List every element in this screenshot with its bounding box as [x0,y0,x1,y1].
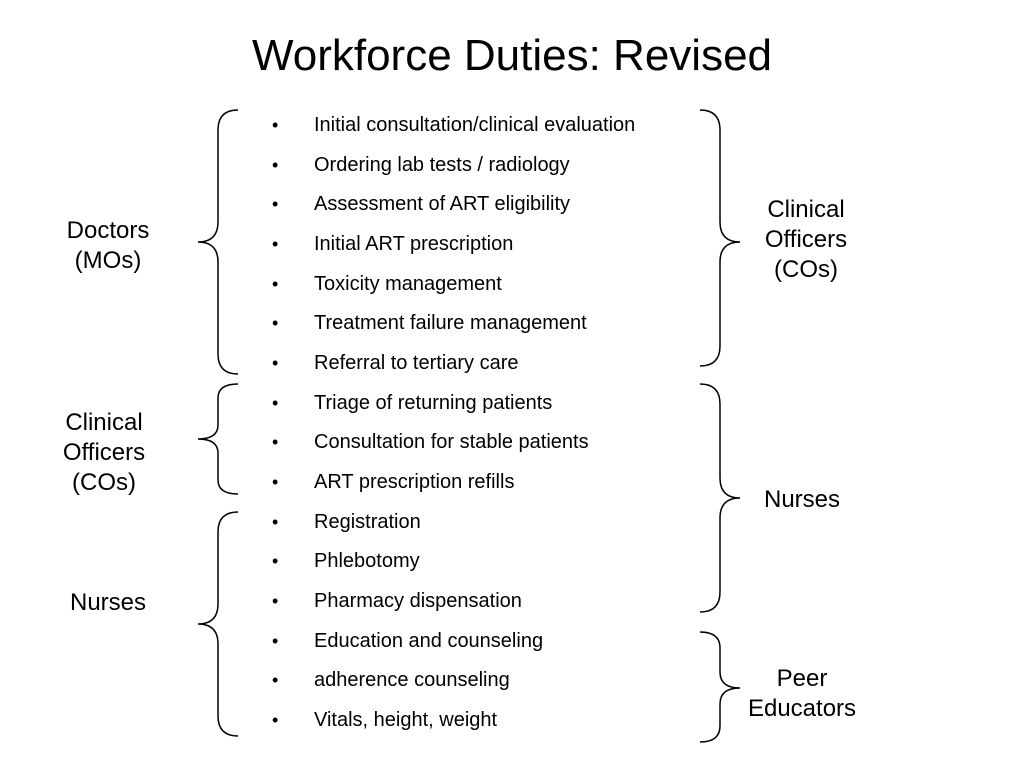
duty-text: Referral to tertiary care [314,351,519,374]
bullet: • [272,392,279,413]
duty-text: Phlebotomy [314,550,420,573]
duty-text: Treatment failure management [314,312,587,335]
label-line: Doctors [66,217,150,244]
label-line: Clinical [65,409,143,436]
label-line: Clinical [767,196,845,223]
left-brace-doctors [198,110,238,374]
duty-text: Registration [314,510,421,533]
bullet: • [272,273,279,294]
right-label-clinical-officers [731,195,881,285]
label-line: (COs) [72,469,136,496]
label-line: Officers [62,439,146,466]
left-brace-clinical-officers [198,384,238,494]
duty-text: Initial consultation/clinical evaluation [314,114,636,136]
bullet: • [272,115,279,135]
bullet: • [272,233,279,254]
label-line: Officers [764,226,848,253]
bullet: • [272,194,279,215]
left-label-nurses [33,588,183,618]
bullet: • [272,154,279,175]
bullet: • [272,471,279,492]
duty-text: ART prescription refills [314,470,515,493]
bullet: • [272,313,279,334]
duty-text: Assessment of ART eligibility [314,193,571,216]
right-label-peer-educators [727,664,877,724]
left-brace-nurses [198,512,238,736]
duty-text: adherence counseling [314,669,510,692]
duty-text: Consultation for stable patients [314,431,589,454]
bullet: • [272,432,279,453]
label-line: Nurses [763,486,841,513]
left-label-doctors [33,216,183,276]
duty-text: Toxicity management [314,272,502,295]
duty-text: Education and counseling [314,629,544,652]
left-label-clinical-officers [29,408,179,498]
right-label-nurses [727,485,877,515]
bullet: • [272,709,279,730]
duty-text: Vitals, height, weight [314,708,498,731]
bullet: • [272,551,279,572]
duty-text: Pharmacy dispensation [314,589,522,612]
label-line: (MOs) [74,247,142,274]
duty-text: Initial ART prescription [314,232,514,255]
label-line: (COs) [774,256,838,283]
duty-text: Triage of returning patients [314,391,553,414]
label-line: Nurses [69,589,147,616]
slide-title: Workforce Duties: Revised [251,31,773,80]
bullet: • [272,352,279,373]
bullet: • [272,670,279,691]
label-line: Educators [747,695,857,722]
duty-text: Ordering lab tests / radiology [314,153,570,176]
label-line: Peer [776,665,828,692]
bullet: • [272,590,279,611]
bullet: • [272,630,279,651]
bullet: • [272,511,279,532]
